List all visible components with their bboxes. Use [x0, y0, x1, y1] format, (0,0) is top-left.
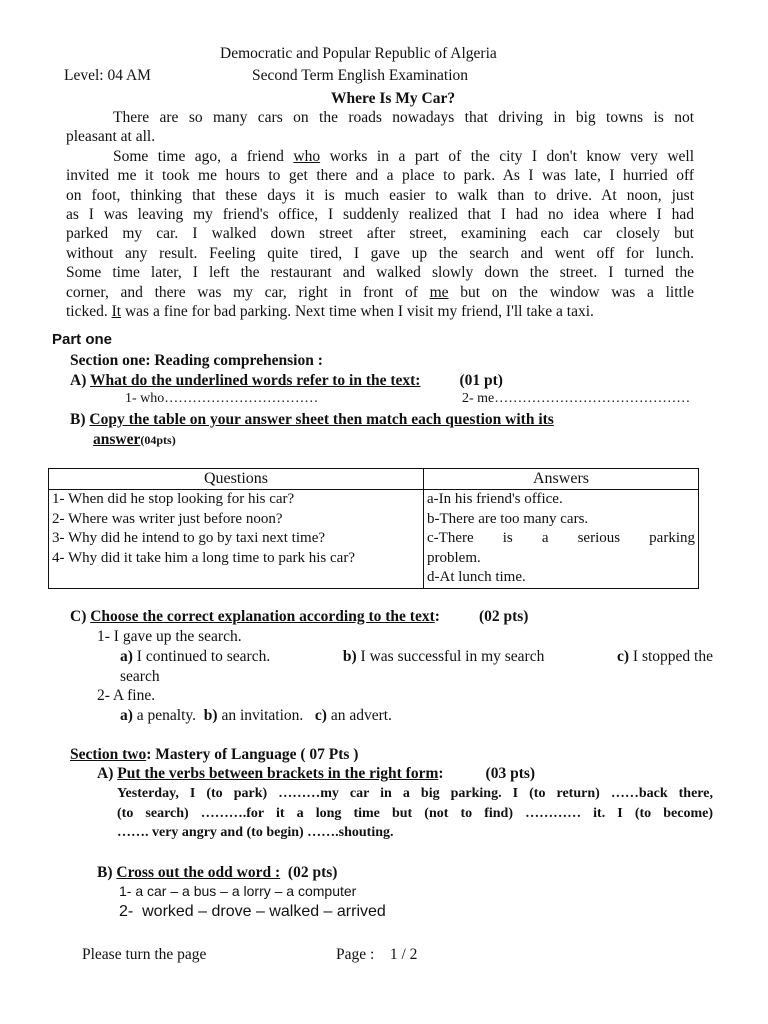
question-2a-points: (03 pts)	[485, 765, 536, 782]
table-questions-cell	[49, 490, 424, 589]
question-a-text: What do the underlined words refer to in the text:	[89, 372, 421, 389]
underlined-me: me	[429, 283, 449, 301]
section-one-title: Section one: Reading comprehension :	[70, 352, 323, 369]
table-question: 4- Why did it take him a long time to park his car?	[52, 549, 355, 566]
paragraph-line: Some time ago, a friend who works in a part of the city I don't know very well	[113, 147, 694, 165]
question-c2-options: a) a penalty. b) an invitation. c) an advert.	[120, 707, 392, 724]
question-b-points: (04pts)	[140, 433, 176, 447]
question-c2: 2- A fine.	[97, 687, 156, 704]
text-title: Where Is My Car?	[331, 90, 456, 107]
question-c1-options	[120, 647, 713, 667]
underlined-it: It	[111, 303, 122, 321]
option-b: b) I was successful in my search	[342, 648, 545, 665]
table-question: 3- Why did he intend to go by taxi next time?	[52, 530, 326, 546]
section-two-title: Section two: Mastery of Language ( 07 Pts )	[70, 746, 359, 763]
paragraph-line: There are so many cars on the roads nowadays that driving in big towns is not	[113, 109, 694, 126]
question-2a-text: Put the verbs between brackets in the right form	[117, 765, 439, 782]
paragraph-line: invited me it took me hours to get there and a place to park. As I was late, I hurried off	[66, 167, 694, 185]
option-c-continued: search	[120, 668, 160, 685]
exam-title: Second Term English Examination	[252, 67, 469, 84]
question-a-points: (01 pt)	[459, 372, 503, 389]
question-a: A) What do the underlined words refer to in the text: (01 pt)	[70, 372, 503, 389]
question-c-text: Choose the correct explanation according to the text	[90, 608, 435, 625]
exercise-line: (to search) ……….for it a long time but (not to find) ………… it. I (to become)	[117, 805, 713, 821]
table-answer: c-There is a serious parking	[427, 530, 695, 546]
part-one-heading: Part one	[52, 331, 113, 348]
table-answer: problem.	[427, 549, 481, 566]
exercise-line: Yesterday, I (to park) ………my car in a big parking. I (to return) ……back there,	[117, 786, 713, 801]
question-b-text: Copy the table on your answer sheet then match each question with its	[89, 411, 554, 428]
table-header-answers: Answers	[424, 469, 699, 490]
question-2b-points: (02 pts)	[287, 864, 338, 881]
question-b: B) Copy the table on your answer sheet then match each question with its	[70, 411, 554, 428]
option-a: a) I continued to search.	[120, 648, 271, 665]
country-title: Democratic and Popular Republic of Algeria	[220, 45, 497, 62]
table-answer: d-At lunch time.	[427, 569, 526, 585]
question-b-line2: answer(04pts)	[93, 431, 176, 448]
paragraph-line: ticked. It was a fine for bad parking. Next time when I visit my friend, I'll take a taxi.	[66, 303, 594, 321]
paragraph-line: without any result. Feeling quite tired, I gave up the search and went off for lunch.	[66, 244, 694, 262]
question-c-points: (02 pts)	[478, 608, 529, 625]
verbs-exercise	[117, 784, 713, 843]
table-question: 1- When did he stop looking for his car?	[52, 491, 295, 507]
question-c1: 1- I gave up the search.	[97, 628, 242, 645]
turn-page-note: Please turn the page	[82, 946, 207, 963]
paragraph-line: as I was leaving my friend's office, I suddenly realized that I had no idea where I had	[66, 206, 694, 224]
table-answer: b-There are too many cars.	[427, 510, 589, 527]
answer-line-who: 1- who……………………………	[125, 391, 319, 406]
page-number: Page : 1 / 2	[336, 946, 418, 963]
answer-line-me: 2- me……………………………………	[462, 391, 691, 406]
reading-text	[66, 108, 694, 321]
matching-table	[48, 468, 699, 589]
question-2b: B) Cross out the odd word : (02 pts)	[97, 864, 338, 881]
table-answers-cell	[424, 490, 699, 589]
table-answer: a-In his friend's office.	[427, 491, 563, 507]
question-2a: A) Put the verbs between brackets in the right form: (03 pts)	[97, 765, 536, 782]
option-c: c) I stopped the	[616, 648, 713, 665]
question-2b-text: Cross out the odd word :	[116, 864, 281, 881]
question-c: C) Choose the correct explanation according to the text: (02 pts)	[70, 608, 529, 625]
paragraph-line: parked my car. I walked down street after street, examining each car closely but	[66, 225, 694, 243]
table-header-questions: Questions	[49, 469, 424, 490]
level-label: Level: 04 AM	[64, 67, 151, 84]
odd-word-item-1: 1- a car – a bus – a lorry – a computer	[119, 883, 357, 899]
odd-word-item-2: 2- worked – drove – walked – arrived	[119, 903, 386, 920]
paragraph-line: Some time later, I left the restaurant and walked slowly down the street. I turned the	[66, 264, 694, 282]
exercise-line: ……. very angry and (to begin) …….shouting.	[117, 825, 394, 840]
paragraph-line: pleasant at all.	[66, 128, 156, 146]
table-question: 2- Where was writer just before noon?	[52, 510, 283, 527]
underlined-who: who	[293, 147, 321, 165]
paragraph-line: on foot, thinking that these days it is much easier to walk than to drive. At noon, just	[66, 186, 694, 204]
paragraph-line: corner, and there was my car, right in front of me but on the window was a little	[66, 283, 694, 301]
